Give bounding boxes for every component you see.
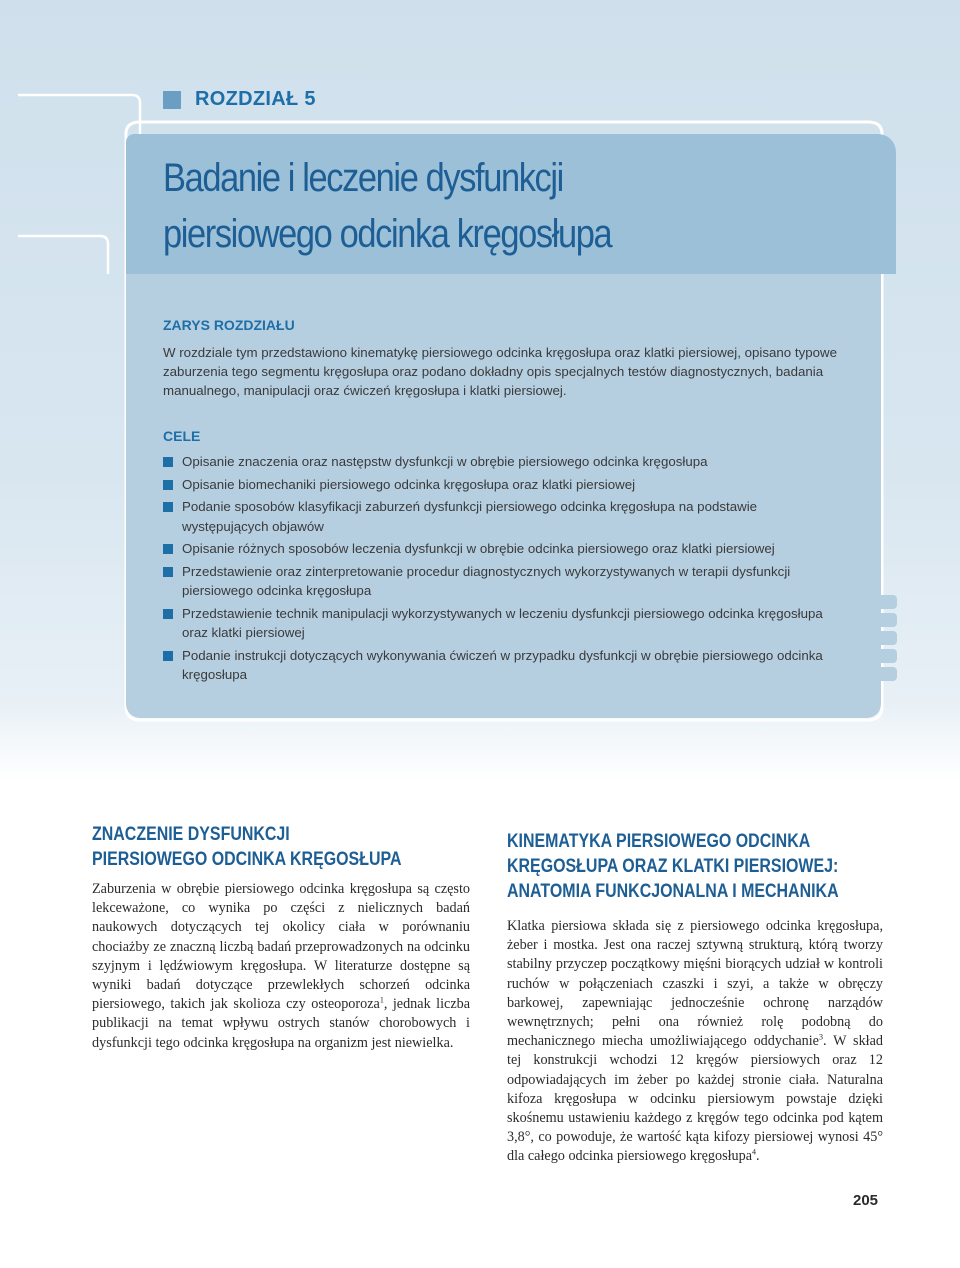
chapter-label-text: ROZDZIAŁ 5 — [195, 88, 316, 110]
goal-item — [163, 604, 843, 643]
goal-item — [163, 452, 843, 471]
left-text-part: Zaburzenia w obrębie piersiowego odcinka kręgosłupa są często lekceważone, co wynika po części z nielicznych badań naukowych dotyczących tej okolicy ciała w porównaniu chociażby ze znaczną liczbą badań przeprowadzonych na odcinku szyjnym i lędźwiowym kręgosłupa. W literaturze dostępne są wyniki badań dotyczące przewlekłych schorzeń odcinka piersiowego, takich jak skolioza czy osteoporoza — [92, 881, 470, 1013]
square-bullet-icon — [163, 457, 173, 467]
side-block — [872, 631, 897, 645]
goal-text: Opisanie biomechaniki piersiowego odcinka kręgosłupa oraz klatki piersiowej — [182, 476, 636, 492]
left-heading-line1: ZNACZENIE DYSFUNKCJI — [92, 824, 290, 845]
goal-text: Przedstawienie oraz zinterpretowanie procedur diagnostycznych wykorzystywanych w terapii dysfunkcji piersiowego odcinka kręgosłupa — [182, 564, 791, 599]
square-bullet-icon — [163, 480, 173, 490]
right-heading-line2: KRĘGOSŁUPA ORAZ KLATKI PIERSIOWEJ: — [507, 856, 839, 877]
left-heading-line2: PIERSIOWEGO ODCINKA KRĘGOSŁUPA — [92, 849, 402, 870]
page-number: 205 — [853, 1192, 879, 1209]
goal-text: Opisanie znaczenia oraz następstw dysfunkcji w obrębie piersiowego odcinka kręgosłupa — [182, 454, 708, 469]
goals-heading: CELE — [163, 428, 201, 444]
goal-text: Opisanie różnych sposobów leczenia dysfunkcji w obrębie odcinka piersiowego oraz klatki piersiowej — [182, 541, 775, 557]
chapter-title — [163, 150, 868, 262]
square-bullet-icon — [163, 502, 173, 512]
side-block — [872, 613, 897, 627]
left-text-part: , jednak liczba publikacji na temat wpływu ostrych stanów chorobowych i dysfunkcji tego odcinka kręgosłupa na organizm jest niewielka. — [92, 996, 471, 1051]
right-column-text — [507, 917, 883, 1167]
goals-list — [163, 452, 843, 688]
side-block — [872, 667, 897, 681]
right-heading-line1: KINEMATYKA PIERSIOWEGO ODCINKA — [507, 831, 811, 852]
chapter-label — [163, 88, 316, 111]
goal-text: Podanie sposobów klasyfikacji zaburzeń dysfunkcji piersiowego odcinka kręgosłupa na podstawie występujących objawów — [182, 499, 758, 534]
goal-item — [163, 539, 843, 558]
square-marker-icon — [163, 91, 181, 109]
chapter-title-line1: Badanie i leczenie dysfunkcji — [163, 156, 563, 200]
right-heading-line3: ANATOMIA FUNKCJONALNA I MECHANIKA — [507, 881, 839, 902]
goal-item — [163, 562, 843, 601]
goal-item — [163, 475, 843, 494]
goal-text: Podanie instrukcji dotyczących wykonywania ćwiczeń w przypadku dysfunkcji w obrębie piersiowego odcinka kręgosłupa — [182, 648, 823, 683]
side-tab-blocks — [872, 595, 897, 685]
chapter-title-line2: piersiowego odcinka kręgosłupa — [163, 212, 612, 256]
outline-heading: ZARYS ROZDZIAŁU — [163, 317, 295, 333]
square-bullet-icon — [163, 567, 173, 577]
right-text-part: . — [756, 1148, 760, 1165]
outline-text: W rozdziale tym przedstawiono kinematykę piersiowego odcinka kręgosłupa oraz klatki piersiowej, opisano typowe zaburzenia tego segmentu kręgosłupa oraz podano dokładny opis specjalnych testów diagnostycznych, badania manualnego, manipulacji oraz ćwiczeń kręgosłupa i klatki piersiowej. — [163, 345, 838, 399]
right-text-part: . W skład tej konstrukcji wchodzi 12 kręgów piersiowych oraz 12 odpowiadających im żeber po każdej stronie ciała. Naturalna kifoza kręgosłupa w odcinku piersiowym powstaje dzięki skośnemu ustawieniu każdego z kręgów tego odcinka pod kątem 3,8°, co powoduje, że wartość kąta kifozy piersiowej wynosi 45° dla całego odcinka piersiowego kręgosłupa — [507, 1033, 884, 1165]
right-column-heading — [507, 829, 902, 904]
side-block — [872, 595, 897, 609]
side-block — [872, 649, 897, 663]
goal-item — [163, 646, 843, 685]
footnote-ref[interactable]: 4 — [752, 1147, 757, 1157]
right-text-part: Klatka piersiowa składa się z piersiowego odcinka kręgosłupa, żeber i mostka. Jest ona raczej sztywną strukturą, którą tworzy stabilny przyczep początkowy mięśni biorących udział w kontroli ruchów w połączeniach czaszki i szyi, a także w obręczy barkowej, zapewniając jednocześnie ochronę narządów wewnętrznych; pełni ona również rolę podobną do mechanicznego miecha umożliwiającego oddychanie — [507, 918, 883, 1050]
left-column-text — [92, 880, 470, 1053]
left-column-heading — [92, 822, 487, 872]
square-bullet-icon — [163, 609, 173, 619]
square-bullet-icon — [163, 544, 173, 554]
goal-text: Przedstawienie technik manipulacji wykorzystywanych w leczeniu dysfunkcji piersiowego odcinka kręgosłupa oraz klatki piersiowej — [182, 606, 823, 641]
footnote-ref[interactable]: 3 — [818, 1032, 823, 1042]
goal-item — [163, 497, 843, 536]
square-bullet-icon — [163, 651, 173, 661]
footnote-ref[interactable]: 1 — [379, 995, 384, 1005]
